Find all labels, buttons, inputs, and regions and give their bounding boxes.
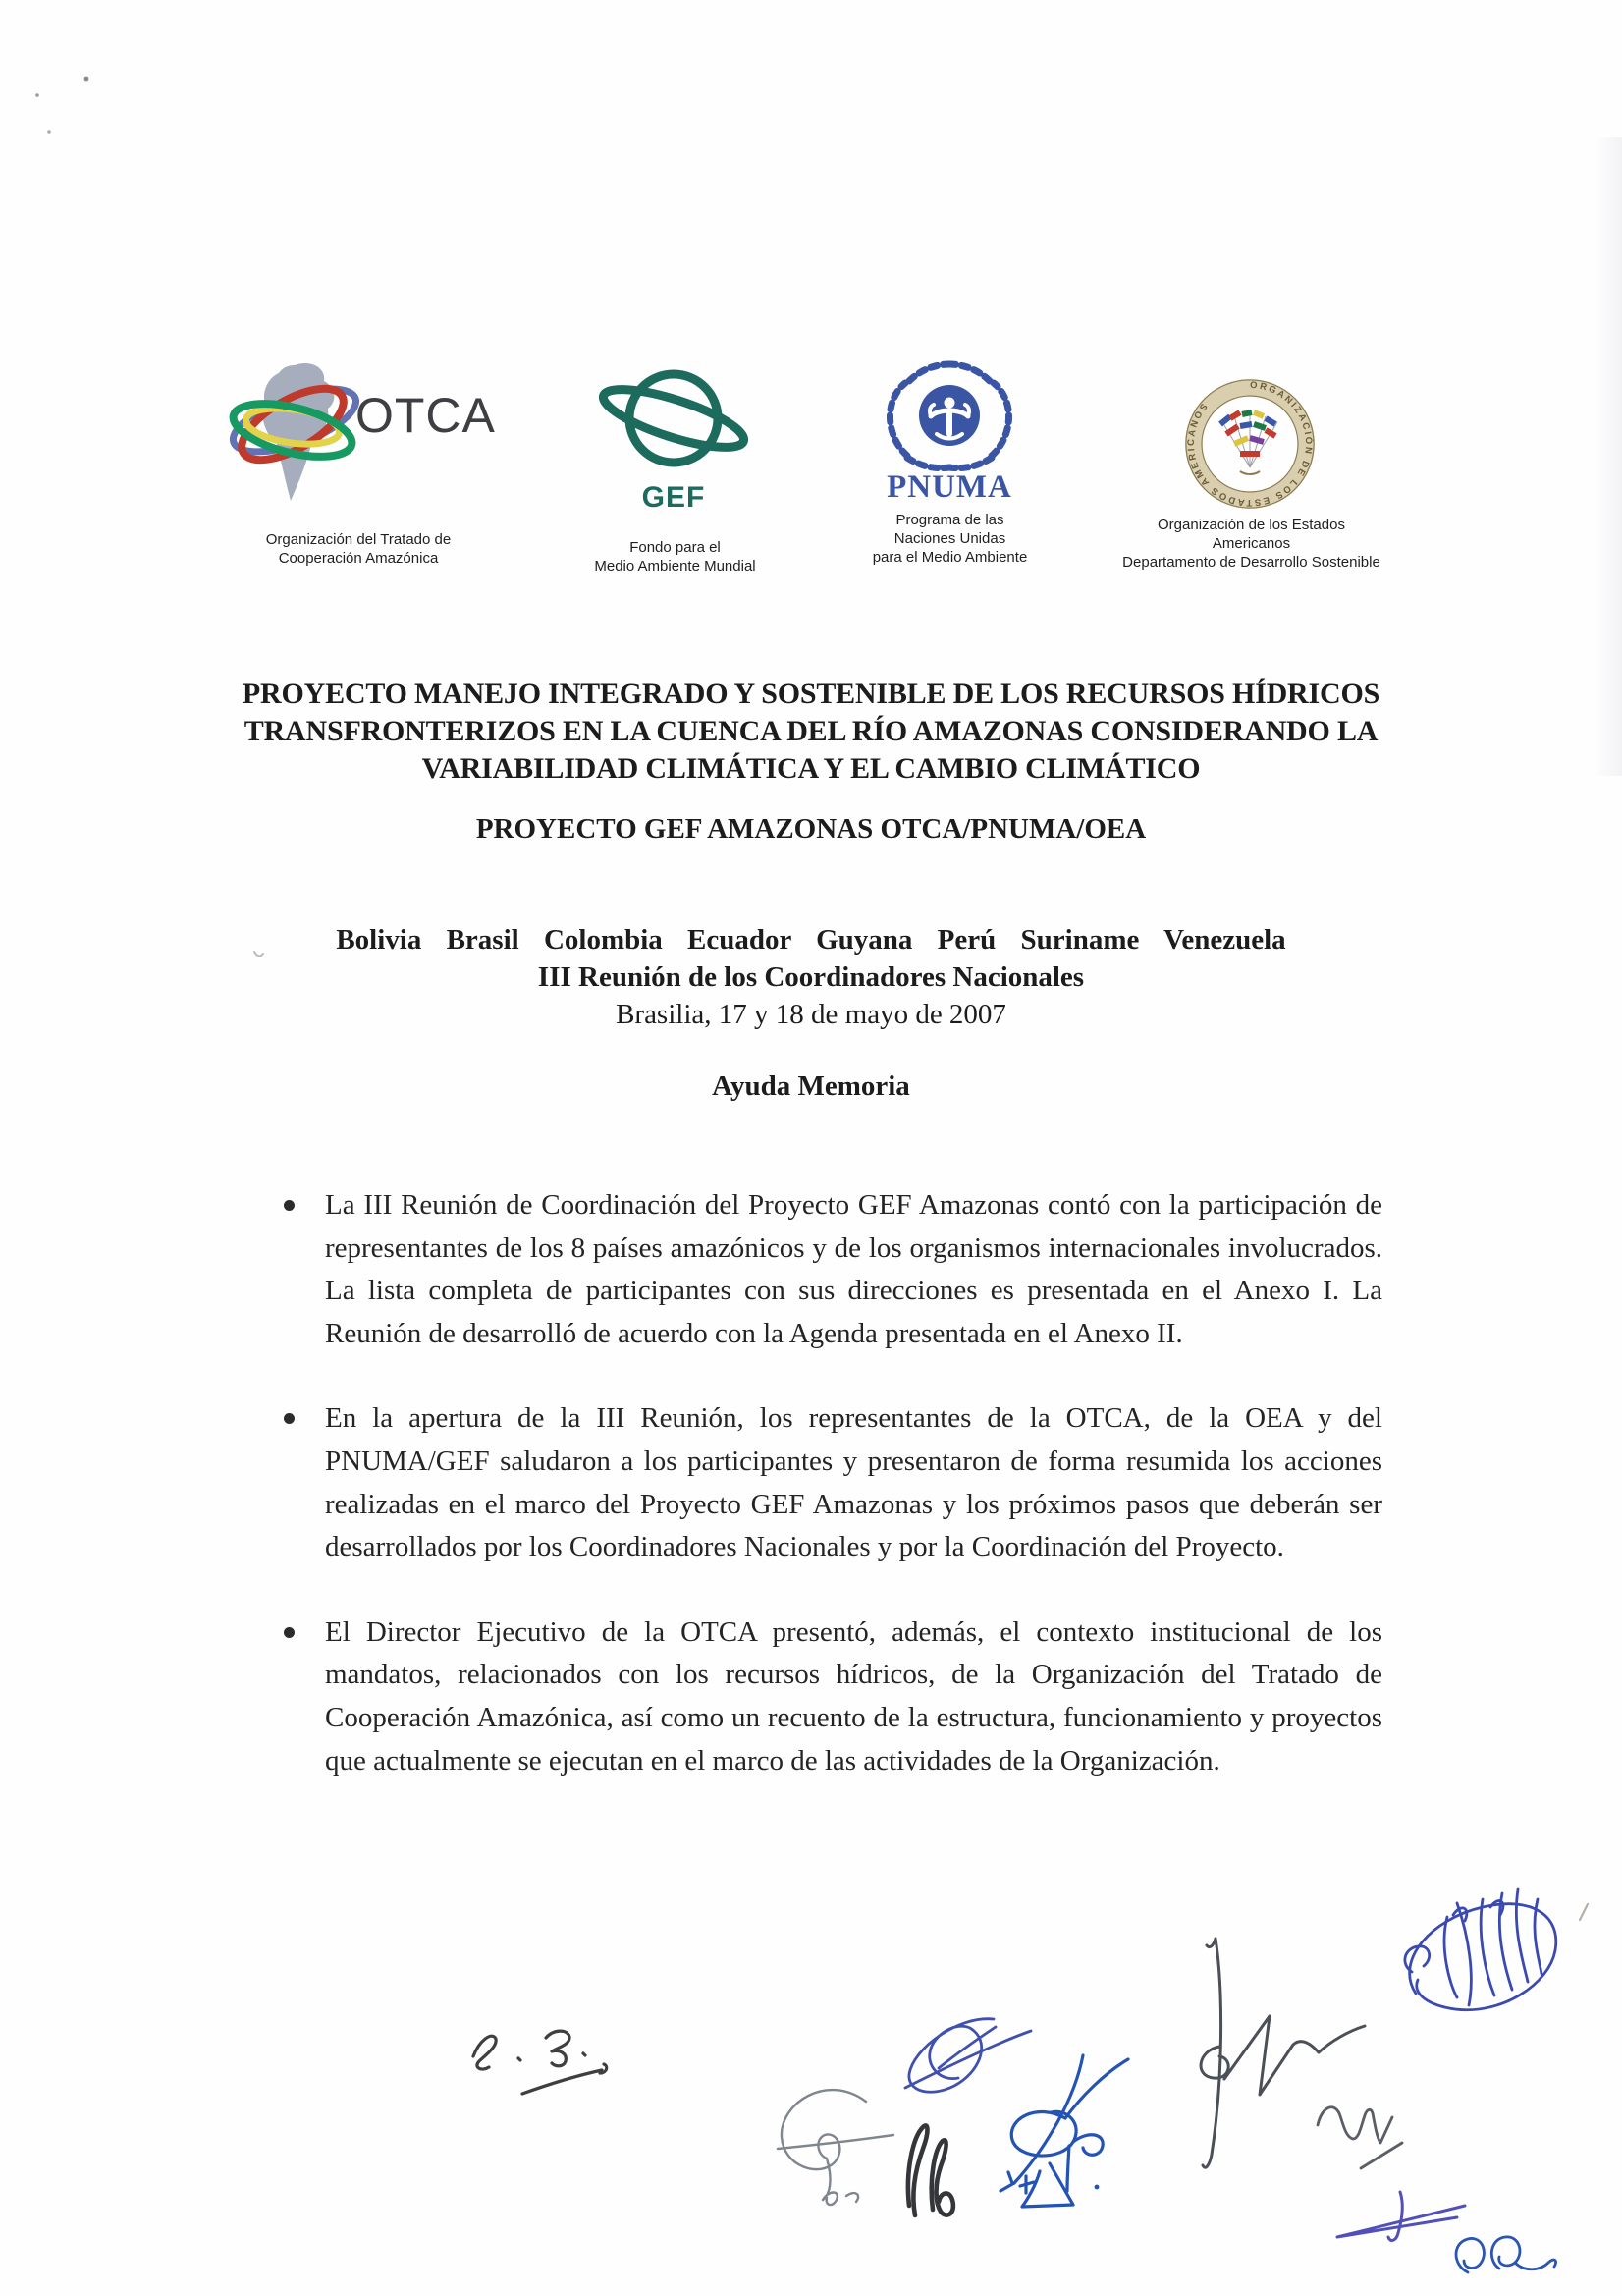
body-paragraphs (281, 1184, 1382, 1825)
session-title: III Reunión de los Coordinadores Nacionales (537, 961, 1085, 993)
date-line: Brasilia, 17 y 18 de mayo de 2007 (616, 999, 1006, 1030)
pnuma-caption-line: Naciones Unidas (893, 530, 1006, 547)
oea-seal-text: ORGANIZACIÓN DE LOS ESTADOS AMERICANOS (1185, 379, 1315, 509)
gef-logo-icon (595, 361, 752, 481)
oea-caption-line: Organización de los Estados (1158, 517, 1345, 533)
signature-flourish-blue (1438, 2225, 1564, 2292)
bullet-paragraph: El Director Ejecutivo de la OTCA presentó, además, el contexto institucional de los mandatos, relacionados con los recursos hídricos, de la Organización del Tratado de Cooperación Amazónica, así como un recuento de la estructura, funcionamiento y proyectos que actualmente se ejecutan en el marco de las actividades de la Organización. (281, 1612, 1382, 1782)
document-title (0, 676, 1622, 788)
pnuma-caption (830, 511, 1070, 567)
signature-loop-gray (768, 2080, 900, 2208)
document-title-line: TRANSFRONTERIZOS EN LA CUENCA DEL RÍO AMAZONAS CONSIDERANDO LA (243, 715, 1379, 747)
scan-speck-small (251, 949, 267, 962)
bullet-paragraph: La III Reunión de Coordinación del Proyecto GEF Amazonas contó con la participación de representantes de los 8 países amazónicos y de los organismos internacionales involucrados. La lista completa de participantes con sus direcciones es presentada en el Anexo I. La Reunión de desarrolló de acuerdo con la Agenda presentada en el Anexo II. (281, 1184, 1382, 1355)
bullet-paragraph: En la apertura de la III Reunión, los representantes de la OTCA, de la OEA y del PNUMA/GEF saludaron a los participantes y presentaron de forma resumida los acciones realizadas en el marco del Proyecto GEF Amazonas y los próximos pasos que deberán ser desarrollados por los Coordinadores Nacionales y por la Coordinación del Proyecto. (281, 1397, 1382, 1568)
scan-specks (29, 69, 157, 147)
pnuma-caption-line: Programa de las (895, 512, 1004, 528)
document-title-line: PROYECTO MANEJO INTEGRADO Y SOSTENIBLE DE LOS RECURSOS HÍDRICOS (242, 678, 1380, 710)
signature-w-gray (1316, 2094, 1414, 2174)
otca-caption (221, 530, 496, 568)
document-subtitle: PROYECTO GEF AMAZONAS OTCA/PNUMA/OEA (475, 813, 1147, 845)
otca-acronym: OTCA (355, 388, 496, 443)
scan-edge-shading (1595, 137, 1622, 776)
gef-caption-line: Medio Ambiente Mundial (594, 558, 756, 574)
gef-acronym: GEF (641, 481, 706, 514)
gef-caption-line: Fondo para el (629, 539, 721, 556)
oea-caption-line: Americanos (1212, 535, 1291, 552)
oea-logo-icon (1183, 377, 1317, 511)
pnuma-logo-icon (876, 359, 1023, 473)
otca-logo-icon (224, 355, 371, 518)
signature-loop-triangle-blue (987, 2048, 1134, 2229)
signature-monogram-dark (895, 2111, 959, 2224)
country-list: Bolivia Brasil Colombia Ecuador Guyana Perú Suriname Venezuela (336, 924, 1286, 956)
oea-caption-line: Departamento de Desarrollo Sostenible (1122, 554, 1380, 571)
signature-scribble-blue (1392, 1878, 1561, 2040)
oea-caption (1102, 516, 1401, 572)
document-title-line: VARIABILIDAD CLIMÁTICA Y EL CAMBIO CLIMÁTICO (421, 752, 1201, 785)
scan-corner-tick (1577, 1901, 1591, 1923)
meeting-block (0, 921, 1622, 1033)
pnuma-caption-line: para el Medio Ambiente (872, 549, 1028, 566)
otca-caption-line: Cooperación Amazónica (278, 550, 439, 567)
otca-caption-line: Organización del Tratado de (265, 531, 452, 548)
pnuma-acronym: PNUMA (887, 469, 1012, 505)
doc-type-label: Ayuda Memoria (712, 1070, 910, 1102)
signature-initials-dark (461, 2021, 623, 2105)
gef-caption (560, 538, 790, 575)
